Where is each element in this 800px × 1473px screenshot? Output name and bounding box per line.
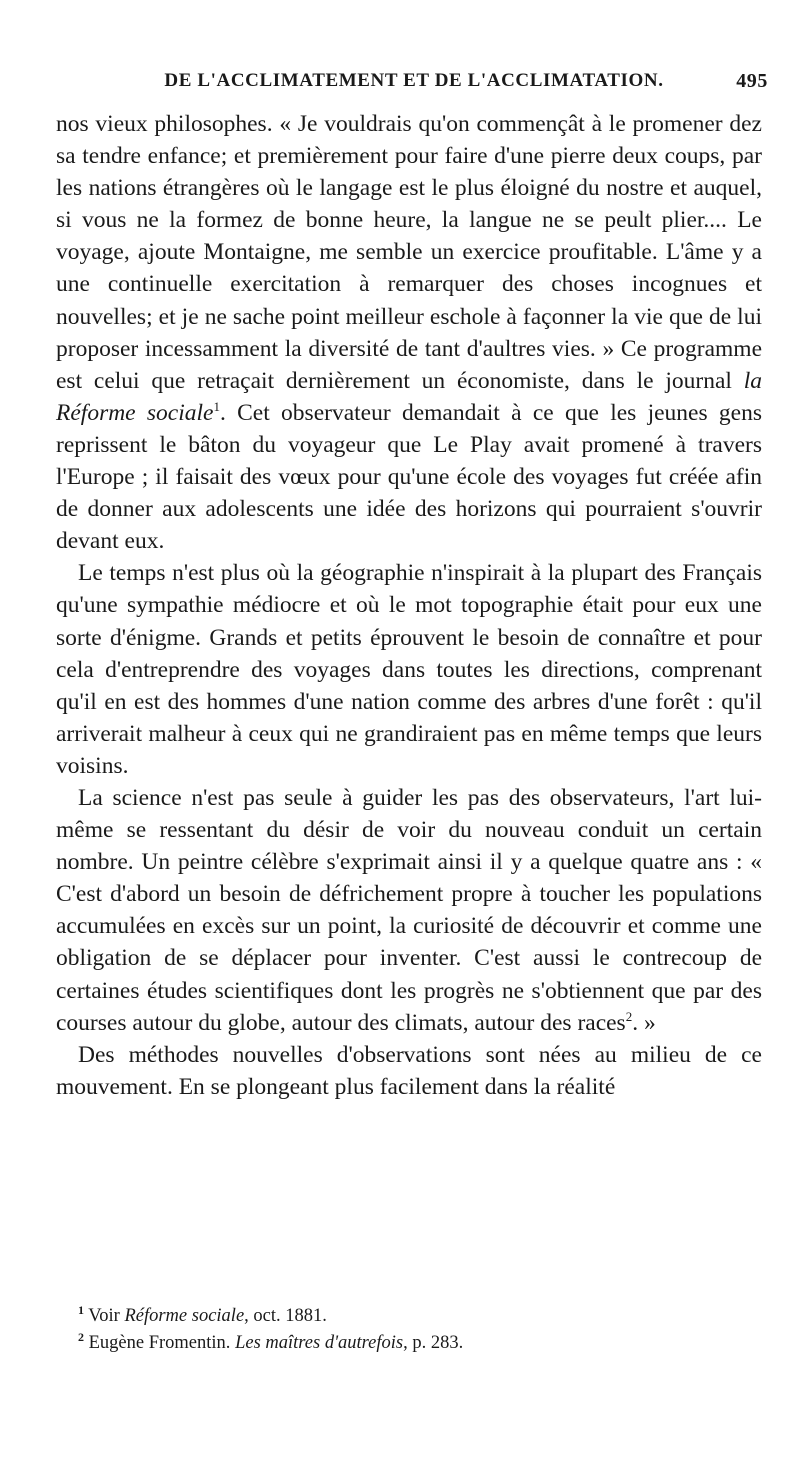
paragraph-3 [56, 782, 762, 1039]
page-number: 495 [736, 70, 768, 92]
footnote-mark: 2 [78, 1329, 84, 1344]
main-text [56, 108, 762, 1103]
paragraph-1-text-a: nos vieux philosophes. « Je vouldrais qu'on commençât à le promener dez sa tendre enfance; et premièrement pour faire d'une pierre deux coups, par les nations étrangères où le langage est le plus éloigné du nostre et auquel, si vous ne la formez de bonne heure, la langue ne se peult plier.... Le voyage, ajoute Montaigne, me semble un exercice proufitable. L'âme y a une continuelle exercitation à remarquer des choses incognues et nouvelles; et je ne sache point meilleur eschole à façonner la vie que de lui proposer incessamment la diversité de tant d'aultres vies. » Ce programme est celui que retraçait dernièrement un économiste, dans le journal [56, 111, 762, 394]
paragraph-4: Des méthodes nouvelles d'observations sont nées au milieu de ce mouvement. En se plongeant plus facilement dans la réalité [56, 1041, 762, 1100]
paragraph-1 [56, 108, 762, 557]
footnote-ref-2: 2 [625, 1008, 633, 1024]
running-title: DE L'ACCLIMATEMENT ET DE L'ACCLIMATATION. [164, 70, 664, 91]
footnote-mark: 1 [78, 1302, 84, 1317]
footnote-suffix: , oct. 1881. [244, 1306, 327, 1326]
footnotes [78, 1303, 758, 1357]
journal-title: la Réforme sociale [56, 367, 762, 426]
footnote-prefix: Voir [88, 1306, 125, 1326]
footnote-2 [78, 1330, 758, 1357]
footnote-1 [78, 1303, 758, 1330]
paragraph-3-text-b: . » [632, 1009, 656, 1036]
paragraph-1-text-b: . Cet observateur demandait à ce que les jeunes gens reprissent le bâton du voyageur que Le Play avait promené à travers l'Europe ; il faisait des vœux pour qu'une école des voyages fut créée afin de donner aux adolescents une idée des horizons qui pourraient s'ouvrir devant eux. [56, 399, 762, 555]
paragraph-2: Le temps n'est plus où la géographie n'inspirait à la plupart des Français qu'une sympathie médiocre et où le mot topographie était pour eux une sorte d'énigme. Grands et petits éprouvent le besoin de connaître et pour cela d'entreprendre des voyages dans toutes les directions, comprenant qu'il en est des hommes d'une nation comme des arbres d'une forêt : qu'il arriverait malheur à ceux qui ne grandiraient pas en même temps que leurs voisins. [56, 560, 762, 779]
footnote-suffix: , p. 283. [403, 1333, 464, 1353]
footnote-prefix: Eugène Fromentin. [88, 1333, 236, 1353]
page-header [60, 70, 768, 100]
footnote-ref-1: 1 [213, 399, 220, 415]
footnote-title: Réforme sociale [124, 1306, 245, 1326]
footnote-title: Les maîtres d'autrefois [235, 1333, 404, 1353]
paragraph-3-text-a: La science n'est pas seule à guider les pas des observateurs, l'art lui-même se ressentant du désir de voir du nouveau conduit un certain nombre. Un peintre célèbre s'exprimait ainsi il y a quelque quatre ans : « C'est d'abord un besoin de défrichement propre à toucher les populations accumulées en excès sur un point, la curiosité de découvrir et comme une obligation de se déplacer pour inventer. C'est aussi le contrecoup de certaines études scientifiques dont les progrès ne s'obtiennent que par des courses autour du globe, autour des climats, autour des races [56, 784, 762, 1036]
